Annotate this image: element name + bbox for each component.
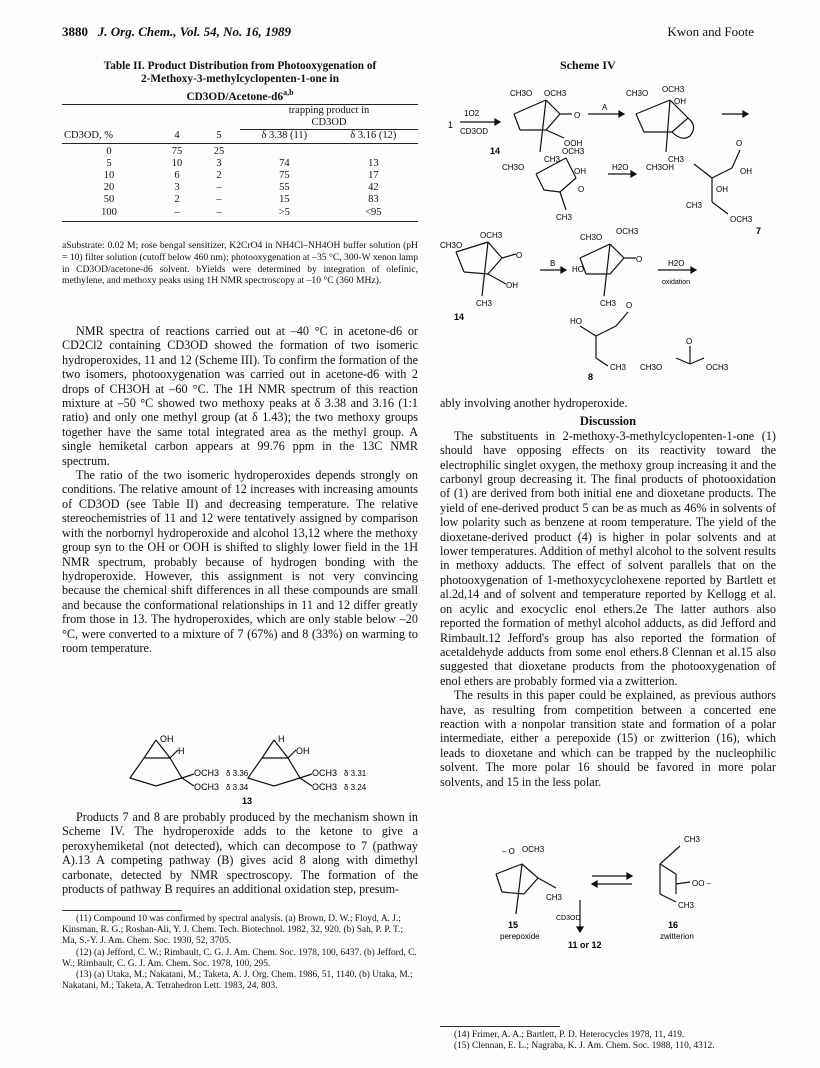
o-label: O xyxy=(686,337,693,346)
table-footnote: aSubstrate: 0.02 M; rose bengal sensitizer, K2CrO4 in NH4Cl–NH4OH buffer solution (pH = 10) filter solution (cutoff below 460 nm); photooxygenation at –35 °C, 300-W xenon lamp in CD3OD/acetone-d6 solvent. bYields were determined by integration of olefinic, methylene, and methoxy peaks using 1H NMR spectroscopy at –10 °C (360 MHz). xyxy=(62,240,418,287)
reference: (11) Compound 10 was confirmed by spectral analysis. (a) Brown, D. W.; Floyd, A. J.; Kinsman, R. G.; Roshan-Ali, Y. J. Chem. Tech. Biotechnol. 1982, 32, 920. (b) Sah, P. P. T.; Ma, S.-Y. J. Am. Chem. Soc. 1930, 52, 3705. xyxy=(62,914,404,947)
compound-15-label: 15 xyxy=(508,920,519,930)
o-label: O xyxy=(626,301,633,310)
ch3o-label: CH3O xyxy=(502,163,525,172)
table-cell: 0 xyxy=(106,145,112,157)
o-label: O xyxy=(636,255,643,264)
ch3-label: CH3 xyxy=(686,201,703,210)
ch3-label: CH3 xyxy=(600,299,617,308)
discussion-heading: Discussion xyxy=(579,414,637,429)
compound-7-label: 7 xyxy=(756,226,762,236)
ch3-label: CH3 xyxy=(556,213,573,222)
products-label: 11 or 12 xyxy=(568,940,602,950)
och3-label: OCH3 xyxy=(194,768,220,778)
table-cell: 2 xyxy=(174,194,180,206)
ch3-label: CH3 xyxy=(546,893,563,902)
och3-label: OCH3 xyxy=(544,89,567,98)
right-references xyxy=(440,1030,776,1052)
running-header xyxy=(62,24,291,40)
solvent-label: CD3OD xyxy=(460,127,489,136)
ch3-label: CH3 xyxy=(684,835,701,844)
ch3o-label: CH3O xyxy=(580,233,603,242)
och3-label: OCH3 xyxy=(312,782,338,792)
oh-label: OH xyxy=(160,734,174,744)
column-header: CD3OD, % xyxy=(62,130,156,143)
oxidation-label: oxidation xyxy=(662,279,691,286)
scheme-iv xyxy=(440,74,780,384)
table-row xyxy=(62,143,418,158)
oh-label: OH xyxy=(740,167,752,176)
ch3-label: CH3 xyxy=(610,363,627,372)
trap-header: trapping product in CD3OD xyxy=(240,105,418,130)
table-cell: 100 xyxy=(62,207,156,222)
ch3-label: CH3 xyxy=(544,155,561,164)
compound-8-label: 8 xyxy=(588,372,594,382)
h2o-label: H2O xyxy=(612,163,629,172)
och3-label: OCH3 xyxy=(616,227,639,236)
table-cell: 5 xyxy=(106,157,112,169)
compound-14-label: 14 xyxy=(454,312,465,322)
table-cell: 3 xyxy=(216,157,222,169)
ch3o-label: CH3O xyxy=(626,89,649,98)
o-minus-label: – O xyxy=(502,847,515,856)
o-label: O xyxy=(736,139,743,148)
table-cell: 75 xyxy=(279,170,290,182)
oh-label: OH xyxy=(296,746,310,756)
o-label: O xyxy=(574,111,581,120)
table-cell: 83 xyxy=(368,194,379,206)
table-row xyxy=(62,170,418,182)
paragraph: The ratio of the two isomeric hydroperoxides depends strongly on conditions. The relative amount of 12 increases with increasing amounts of CD3OD (see Table II) and decreasing temperature. The relative stereochemistries of 11 and 12 were tentatively assigned by comparison with the norbornyl hydroperoxide and alcohol 13,12 where the methoxy group syn to the OH or OOH is shifted to slighly lower field in the 1H NMR spectrum, probably because of hydrogen bonding with the hydroperoxide. However, this assignment is not very convincing because the chemical shift differences in all these compounds are small and because the conformational relationships in 11 and 12 differ greatly from those in 13. The hydroperoxides, which are only stable below –20 °C, were converted to a mixture of 7 (67%) and 8 (33%) on warming to room temperature. xyxy=(62,468,418,655)
ch3-label: CH3 xyxy=(668,155,685,164)
table-cell xyxy=(329,143,418,158)
zwitterion-label: zwitterion xyxy=(660,932,694,941)
table-title-line1: Table II. Product Distribution from Photooxygenation of xyxy=(103,60,377,72)
left-references xyxy=(62,914,418,992)
page-number: 3880 xyxy=(62,24,88,39)
ho-label: HO xyxy=(572,265,584,274)
och3-label: OCH3 xyxy=(312,768,338,778)
continuation-line: ably involving another hydroperoxide. xyxy=(440,396,628,410)
table-cell: >5 xyxy=(240,207,329,222)
ch3o-label: CH3O xyxy=(510,89,533,98)
table-row xyxy=(62,207,418,222)
table-cell: 20 xyxy=(103,182,115,194)
pathway-b-label: B xyxy=(550,259,556,268)
shift-label: δ 3.34 xyxy=(226,783,249,792)
oh-label: OH xyxy=(674,97,686,106)
ch3o-label: CH3O xyxy=(440,241,463,250)
table-cell: 6 xyxy=(174,170,180,182)
compound-1-label: 1 xyxy=(448,120,454,130)
column-header: 4 xyxy=(156,130,198,143)
shift-label: δ 3.36 xyxy=(226,769,249,778)
footnote-rule xyxy=(440,1026,560,1027)
table-cell: 17 xyxy=(368,170,379,182)
column-header: δ 3.16 (12) xyxy=(329,130,418,143)
paragraph: The results in this paper could be explained, as previous authors have, as resulting from competition between a concerted ene reaction with a nonpolar transition state and formation of a polar intermediate, either a perepoxide (15) or zwitterion (16), which leads to dioxetane and which can be trapped by the nucleophilic solvent. The more polar 16 should be favored in more polar solvents, and 15 in the less polar. xyxy=(440,688,776,789)
och3-label: OCH3 xyxy=(730,215,753,224)
table-cell: 42 xyxy=(368,182,379,194)
running-header-authors: Kwon and Foote xyxy=(667,24,754,39)
structures-15-16 xyxy=(476,824,756,952)
och3-label: OCH3 xyxy=(662,85,685,94)
shift-label: δ 3.24 xyxy=(344,783,367,792)
ch3-label: CH3 xyxy=(678,901,695,910)
compound-14-label: 14 xyxy=(490,146,501,156)
compound-label: 13 xyxy=(242,796,253,806)
table-cell: 10 xyxy=(103,170,115,182)
column-header: δ 3.38 (11) xyxy=(240,130,329,143)
table-cell: 25 xyxy=(213,145,225,157)
oh-label: OH xyxy=(574,167,586,176)
perepoxide-label: perepoxide xyxy=(500,932,540,941)
footnote-rule xyxy=(62,910,182,911)
table-title xyxy=(62,60,418,104)
table-row xyxy=(62,182,418,194)
table-cell: 15 xyxy=(279,194,290,206)
o-label: O xyxy=(578,185,585,194)
left-paragraph-3 xyxy=(62,810,418,896)
table-cell: 13 xyxy=(368,157,379,169)
reference: (15) Clennan, E. L.; Nagraba, K. J. Am. Chem. Soc. 1988, 110, 4312. xyxy=(454,1041,715,1052)
reference: (14) Frimer, A. A.; Bartlett, P. D. Heterocycles 1978, 11, 419. xyxy=(454,1030,685,1040)
table-cell: 2 xyxy=(216,170,222,182)
ch3oh-label: CH3OH xyxy=(646,163,675,172)
table-cell: – xyxy=(156,207,198,222)
table-cell: 55 xyxy=(279,182,290,194)
table-cell: – xyxy=(216,194,222,206)
reference: (12) (a) Jefford, C. W.; Rimbault, C. G. J. Am. Chem. Soc. 1978, 100, 6437. (b) Jefford, C. W.; Rimbault, C. G. J. Am. Chem. Soc. 1978, 100, 295. xyxy=(62,947,417,969)
och3-label: OCH3 xyxy=(562,147,585,156)
ho-label: HO xyxy=(570,317,582,326)
table-title-line2: 2-Methoxy-3-methylcyclopenten-1-one in xyxy=(141,73,339,85)
product-distribution-table xyxy=(62,104,418,222)
h-label: H xyxy=(178,746,185,756)
table-title-sup: a,b xyxy=(283,88,294,97)
table-cell: 50 xyxy=(103,194,115,206)
och3-label: OCH3 xyxy=(706,363,729,372)
scheme-title: Scheme IV xyxy=(560,58,616,72)
left-paragraphs xyxy=(62,324,418,655)
reference: (13) (a) Utaka, M.; Nakatani, M.; Taketa, A. J. Org. Chem. 1986, 51, 1140. (b) Utaka, M.; Nakatani, M.; Taketa, A. Tetrahedron Lett. 1983, 24, 803. xyxy=(62,970,413,992)
och3-label: OCH3 xyxy=(522,845,545,854)
ooh-label: OOH xyxy=(564,139,583,148)
table-cell: – xyxy=(216,182,222,194)
h2o-label: H2O xyxy=(668,259,685,268)
oh-label: OH xyxy=(716,185,728,194)
paragraph: Products 7 and 8 are probably produced by the mechanism shown in Scheme IV. The hydroperoxide adds to the ketone to give a peroxyhemiketal (not detected), which can decompose to 7 (pathway A).13 A competing pathway (B) gives acid 8 along with dimethyl carbonate, detected by NMR spectroscopy. The formation of the products of pathway B requires an additional oxidation step, presum- xyxy=(62,810,418,897)
solvent-label: CD3OD xyxy=(556,915,581,922)
table-title-line3: CD3OD/Acetone-d6$^{a,b}$ xyxy=(186,88,294,103)
table-row xyxy=(62,194,418,206)
och3-label: OCH3 xyxy=(480,231,503,240)
paragraph: NMR spectra of reactions carried out at –40 °C in acetone-d6 or CD2Cl2 containing CD3OD showed the formation of two isomeric hydroperoxides, 11 and 12 (Scheme III). To confirm the formation of the two isomers, photooxygenation was carried out in acetone-d6 with 2 drops of CH3OH at –60 °C. The 1H NMR spectrum of this reaction mixture at –50 °C showed two methoxy peaks at δ 3.38 and 3.16 (1:1 ratio) and only one methyl group (at δ 1.43); the two methoxy groups together have the same total integrated area as the methyl group. A single hemiketal carbon appears at 99.76 ppm in the 13C NMR spectrum. xyxy=(62,324,418,468)
table-cell: 74 xyxy=(279,157,290,169)
table-cell: 10 xyxy=(171,157,183,169)
oh-label: OH xyxy=(506,281,518,290)
column-header: 5 xyxy=(198,130,240,143)
structure-13 xyxy=(120,728,370,806)
table-row xyxy=(62,158,418,170)
pathway-a-label: A xyxy=(602,103,608,112)
table-cell: <95 xyxy=(329,207,418,222)
table-cell: 75 xyxy=(171,145,183,157)
table-cell: 3 xyxy=(174,182,180,194)
ch3-label: CH3 xyxy=(476,299,493,308)
table-cell: – xyxy=(198,207,240,222)
singlet-oxygen-label: 1O2 xyxy=(464,109,480,118)
right-column-text xyxy=(440,396,776,789)
journal-citation: J. Org. Chem., Vol. 54, No. 16, 1989 xyxy=(97,24,291,39)
oo-minus-label: OO – xyxy=(692,879,712,888)
ch3o-label: CH3O xyxy=(640,363,663,372)
h-label: H xyxy=(278,734,285,744)
o-label: O xyxy=(516,251,523,260)
compound-16-label: 16 xyxy=(668,920,679,930)
table-cell xyxy=(240,143,329,158)
shift-label: δ 3.31 xyxy=(344,769,367,778)
och3-label: OCH3 xyxy=(194,782,220,792)
paragraph: The substituents in 2-methoxy-3-methylcyclopenten-1-one (1) should have opposing effects on its reactivity toward the electrophilic singlet oxygen, the methoxy group increasing it and the carbonyl group decreasing it. The final products of photooxidation of (1) are derived from both initial ene and dioxetane products. The yield of ene-derived product 5 can be as much as 46% in solvents of low polarity such as benzene at room temperature. The yield of the dioxetane-derived product (4) is higher in polar solvents and at lower temperatures. Addition of methyl alcohol to the solvent results in methoxy adducts. The effect of solvent parallels that on the photooxygenation of 1-methoxycyclohexene reported by Bartlett et al.2d,14 and of solvent and temperature reported by Kellogg et al. on acylic and exocyclic enol ethers.2e The latter authors also reported the formation of methyl alcohol adducts, as did Jefford and Rimbault.12 Jefford's group has also reported the formation of acetaldehyde adducts from some enol ethers.8 Clennan et al.15 also suggested that dioxetane products from the photooxygenation of enol ethers are probably formed via a zwitterion. xyxy=(440,428,776,688)
